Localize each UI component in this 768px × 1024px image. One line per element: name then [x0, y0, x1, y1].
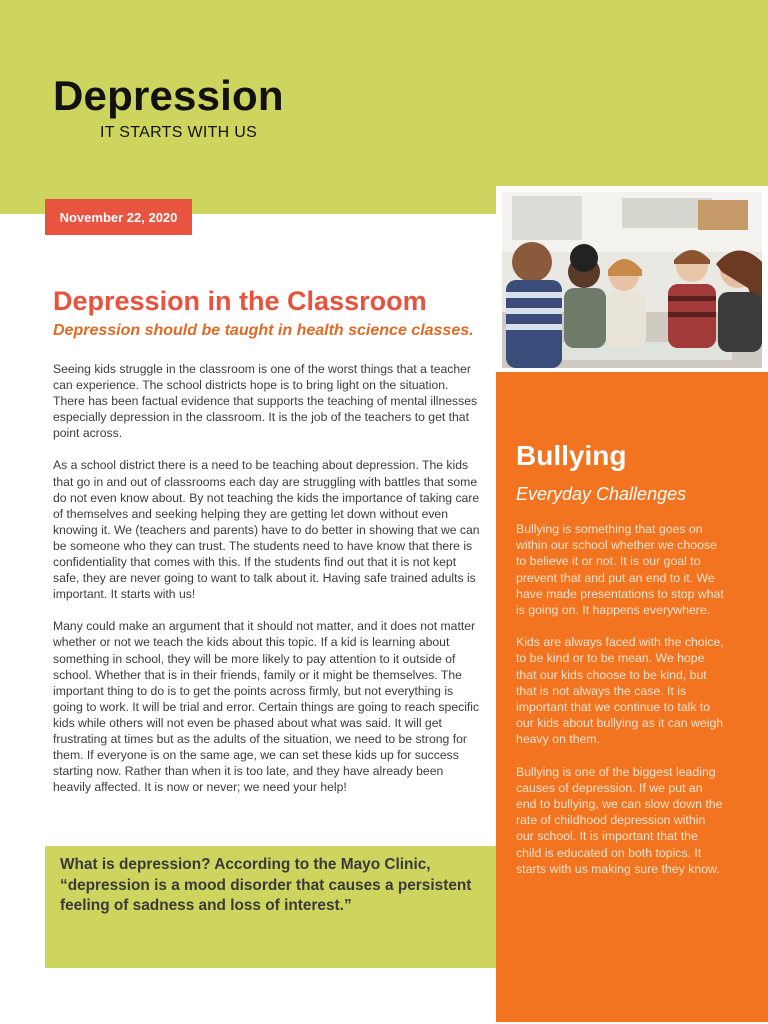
sidebar-body	[516, 521, 726, 893]
sidebar-subtitle: Everyday Challenges	[516, 484, 687, 504]
article-body	[53, 361, 481, 811]
pull-quote: What is depression? According to the Mayo Clinic, “depression is a mood disorder that causes a persistent feeling of sadness and loss of interest.”	[60, 856, 472, 914]
article-paragraph: Many could make an argument that it should not matter, and it does not matter whether or not we teach the kids about this topic. If a kid is learning about something in school, they will be more likely to pay attention to it outside of school. Whether that is in their friends, family or it might be themselves. The important thing to do is to get the points across firmly, but not everything is going to work. It will be trial and error. Certain things are going to reach specific kids while others will not even be phased about what was said. It will get frustrating at times but as the adults of the situation, we need to be strong for them. If everyone is on the same age, we can set these kids up for success starting now. Rather than when it is too late, and they have already been heavily affected. It is now or never; we need your help!	[53, 619, 480, 795]
sidebar-title: Bullying	[516, 440, 627, 471]
date-badge: November 22, 2020	[45, 199, 192, 235]
sidebar-paragraph: Bullying is something that goes on within our school whether we choose to believe it or not. It is our goal to prevent that and put an end to it. We have made presentations to stop what is going on. It happens everywhere.	[516, 522, 724, 618]
sidebar-paragraph: Kids are always faced with the choice, to be kind or to be mean. We hope that our kids choose to be kind, but that is not always the case. It is important that we continue to talk to our kids about bullying as it can weigh heavy on them.	[516, 635, 724, 747]
article-title: Depression in the Classroom	[53, 286, 427, 316]
sidebar-paragraph: Bullying is one of the biggest leading causes of depression. If we put an end to bullying, we can slow down the rate of childhood depression within our school. It is important that the child is educated on both topics. It starts with us making sure they know.	[516, 764, 723, 876]
article-paragraph: As a school district there is a need to be teaching about depression. The kids that go in and out of classrooms each day are struggling with battles that some do not even know about. By not teaching the kids the importance of taking care of themselves and seeking helping they are getting let down without even knowing it. We (teachers and parents) have to do better in showing that we can be someone who they can trust. The students need to have know that there is confidentiality that comes with this. If the students find out that it is not kept safe, they are never going to want to talk about it. Having safe trained adults is important. It starts with us!	[53, 458, 480, 602]
masthead-tagline: IT STARTS WITH US	[100, 124, 258, 141]
masthead-title: Depression	[53, 72, 284, 119]
classroom-photo	[496, 186, 768, 372]
article-paragraph: Seeing kids struggle in the classroom is one of the worst things that a teacher can experience. The school districts hope is to bring light on the situation. There has been factual evidence that supports the teaching of mental illnesses especially depression in the classroom. It is the job of the teachers to get that point across.	[53, 362, 478, 441]
article-subtitle: Depression should be taught in health science classes.	[53, 322, 474, 339]
